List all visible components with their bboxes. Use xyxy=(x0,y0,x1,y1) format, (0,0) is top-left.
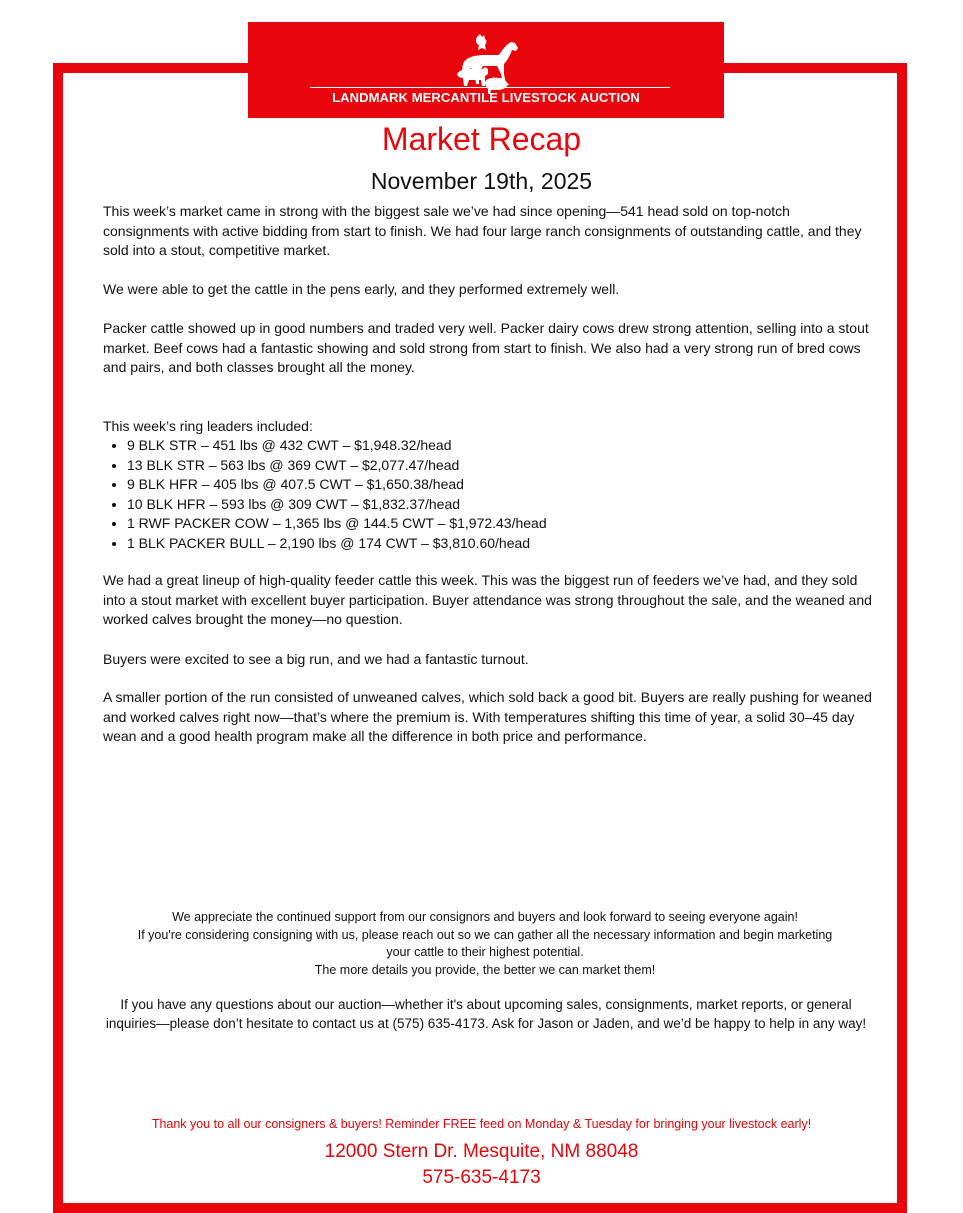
list-item: • 10 BLK HFR – 593 lbs @ 309 CWT – $1,832.37/head xyxy=(127,495,547,515)
closing-line: If you're considering consigning with us, please reach out so we can gather all the necessary information and begin marketing your cattle to their highest potential. xyxy=(137,927,833,959)
ring-leaders-intro: This week’s ring leaders included: xyxy=(103,418,313,434)
paragraph-packer-cattle: Packer cattle showed up in good numbers and traded very well. Packer dairy cows drew strong attention, selling into a stout market. Beef cows had a fantastic showing and sold strong from start to finish. We also had a very strong run of bred cows and pairs, and both classes brought all the money. xyxy=(103,320,869,375)
paragraph-pens: We were able to get the cattle in the pens early, and they performed extremely well. xyxy=(103,281,620,297)
closing-line: We appreciate the continued support from our consignors and buyers and look forward to seeing everyone again! xyxy=(172,910,798,924)
footer-phone: 575-635-4173 xyxy=(422,1167,541,1188)
list-item: • 1 RWF PACKER COW – 1,365 lbs @ 144.5 CWT – $1,972.43/head xyxy=(127,514,547,534)
footer-thanks: Thank you to all our consigners & buyers! Reminder FREE feed on Monday & Tuesday for bringing your livestock early! xyxy=(151,1117,812,1131)
page-title: Market Recap xyxy=(381,121,582,157)
footer-address: 12000 Stern Dr. Mesquite, NM 88048 xyxy=(324,1141,639,1162)
list-item: • 9 BLK HFR – 405 lbs @ 407.5 CWT – $1,650.38/head xyxy=(127,475,547,495)
list-item: • 1 BLK PACKER BULL – 2,190 lbs @ 174 CWT – $3,810.60/head xyxy=(127,534,547,554)
list-item: • 13 BLK STR – 563 lbs @ 369 CWT – $2,077.47/head xyxy=(127,456,547,476)
header-banner xyxy=(248,22,724,118)
paragraph-market-summary: This week’s market came in strong with the biggest sale we’ve had since opening—541 head sold on top-notch consignments with active bidding from start to finish. We had four large ranch consignments of outstanding cattle, and they sold into a stout, competitive market. xyxy=(103,203,862,258)
brand-name: LANDMARK MERCANTILE LIVESTOCK AUCTION xyxy=(332,90,640,105)
banner-divider xyxy=(310,87,670,88)
closing-line: The more details you provide, the better we can market them! xyxy=(314,962,656,977)
paragraph-buyers-turnout: Buyers were excited to see a big run, and we had a fantastic turnout. xyxy=(103,651,529,667)
paragraph-unweaned-calves: A smaller portion of the run consisted of unweaned calves, which sold back a good bit. Buyers are really pushing for weaned and worked calves right now—that’s where the premium is. With temperatures shifting this time of year, a solid 30–45 day wean and a good health program make all the difference in both price and performance. xyxy=(103,689,872,744)
paragraph-feeder-cattle: We had a great lineup of high-quality feeder cattle this week. This was the biggest run of feeders we’ve had, and they sold into a stout market with excellent buyer participation. Buyer attendance was strong throughout the sale, and the weaned and worked calves brought the money—no question. xyxy=(103,572,872,627)
closing-contact: If you have any questions about our auction—whether it's about upcoming sales, consignments, market reports, or general inquiries—please don’t hesitate to contact us at (575) 635-4173. Ask for Jason or Jaden, and we’d be happy to help in any way! xyxy=(105,997,867,1031)
report-date: November 19th, 2025 xyxy=(370,168,593,194)
closing-appreciation xyxy=(100,909,870,979)
ring-leaders-list xyxy=(103,436,547,553)
list-item: • 9 BLK STR – 451 lbs @ 432 CWT – $1,948.32/head xyxy=(127,436,547,456)
